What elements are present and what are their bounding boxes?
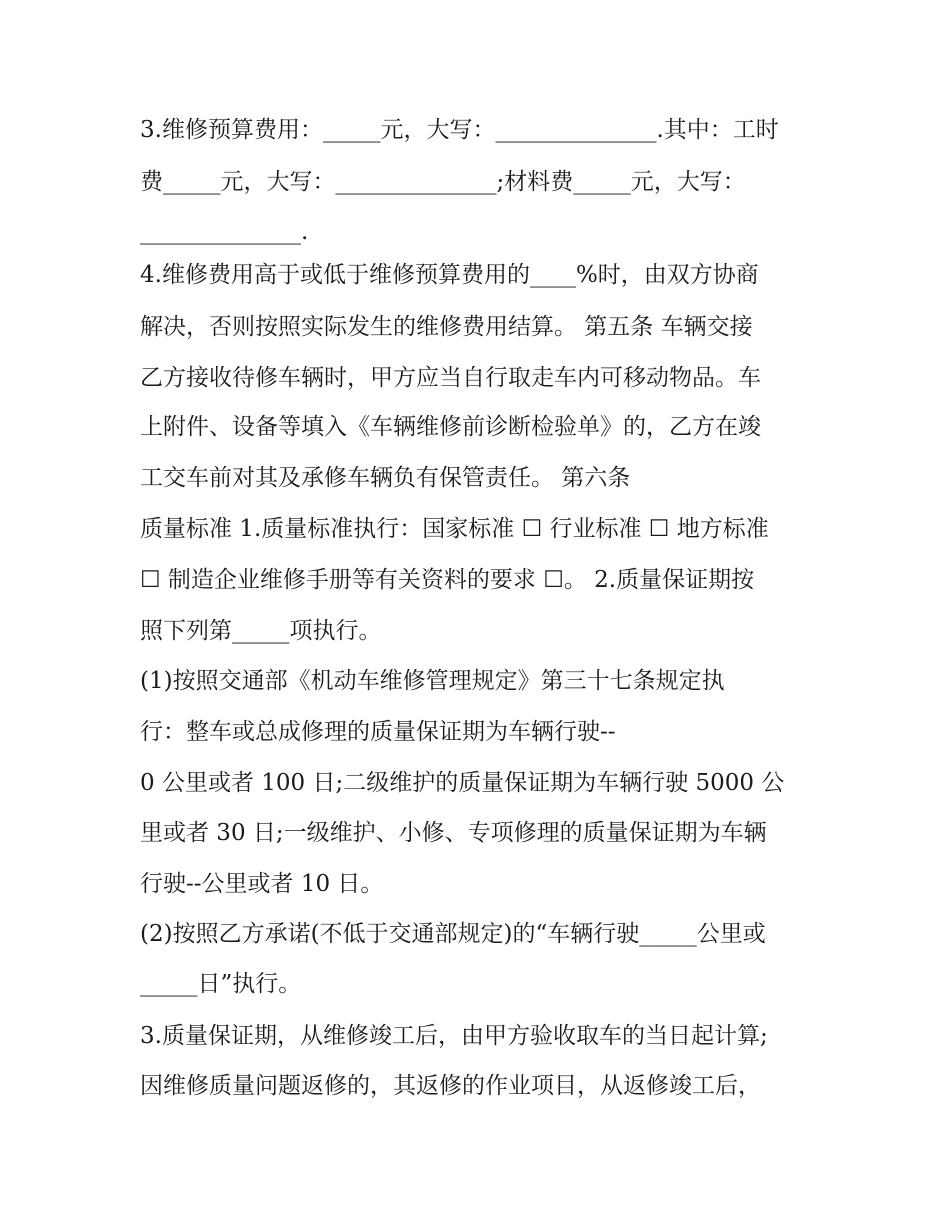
text-line: 费_____元，大写：______________;材料费_____元，大写： <box>140 169 746 195</box>
text-line: 3.质量保证期，从维修竣工后，由甲方验收取车的当日起计算; <box>140 1023 768 1049</box>
text-line: 质量标准 1.质量标准执行：国家标准 ☐ 行业标准 ☐ 地方标准 <box>140 516 769 542</box>
text-line: ______________. <box>140 219 309 245</box>
text-line: 行：整车或总成修理的质量保证期为车辆行驶-- <box>140 719 616 745</box>
text-line: 0 公里或者 100 日;二级维护的质量保证期为车辆行驶 5000 公 <box>140 770 785 796</box>
text-line: 里或者 30 日;一级维护、小修、专项修理的质量保证期为车辆 <box>140 820 767 846</box>
text-line: _____日”执行。 <box>140 971 302 997</box>
text-line: ☐ 制造企业维修手册等有关资料的要求 ☐。 2.质量保证期按 <box>140 567 755 593</box>
text-line: 上附件、设备等填入《车辆维修前诊断检验单》的，乙方在竣 <box>140 414 761 440</box>
text-line: 工交车前对其及承修车辆负有保管责任。 第六条 <box>140 465 631 491</box>
text-line: 乙方接收待修车辆时，甲方应当自行取走车内可移动物品。车 <box>140 365 761 391</box>
text-line: (2)按照乙方承诺(不低于交通部规定)的“车辆行驶_____公里或 <box>140 921 766 947</box>
text-line: 3.维修预算费用：_____元，大写：______________.其中：工时 <box>140 117 779 143</box>
text-line: 4.维修费用高于或低于维修预算费用的____%时，由双方协商 <box>140 262 759 288</box>
text-line: 照下列第_____项执行。 <box>140 618 382 644</box>
text-line: (1)按照交通部《机动车维修管理规定》第三十七条规定执 <box>140 668 725 694</box>
text-line: 解决，否则按照实际发生的维修费用结算。 第五条 车辆交接 <box>140 314 753 340</box>
text-line: 行驶--公里或者 10 日。 <box>140 871 384 897</box>
text-line: 因维修质量问题返修的，其返修的作业项目，从返修竣工后， <box>140 1073 761 1099</box>
